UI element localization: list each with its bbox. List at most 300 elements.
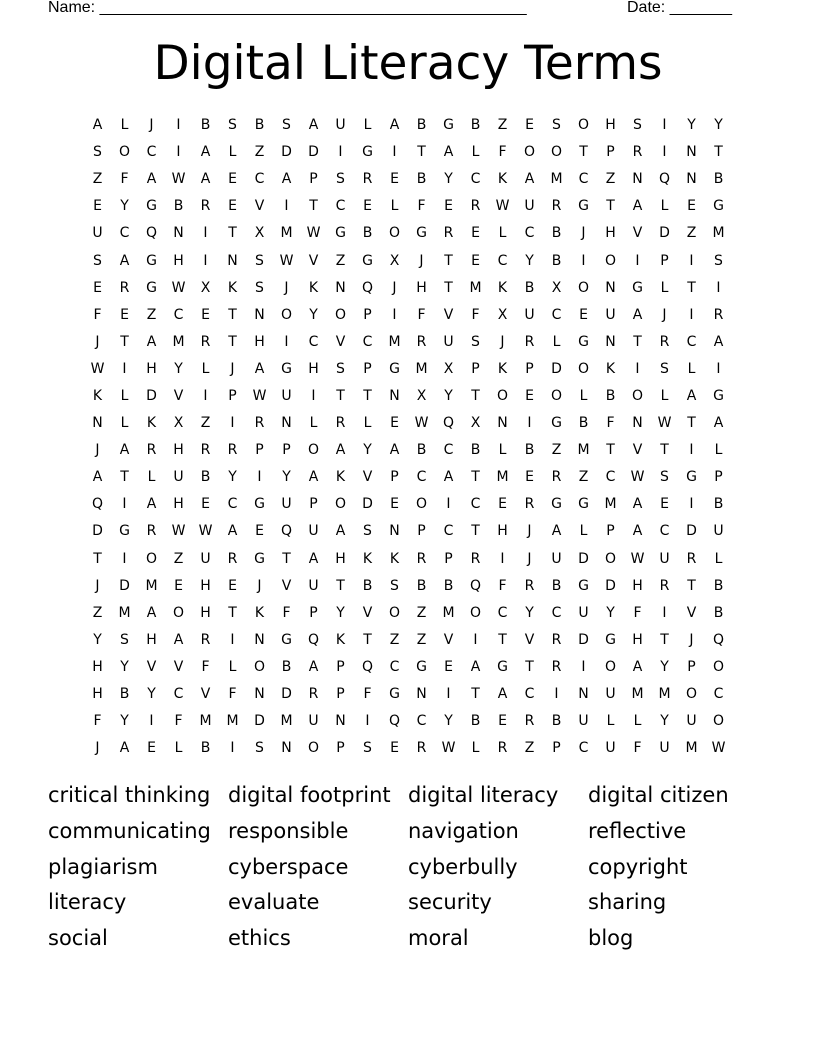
grid-letter: C [254,171,265,188]
grid-letter: T [417,144,426,161]
grid-letter: E [147,740,156,757]
grid-letter: W [198,523,213,540]
grid-letter: O [604,550,617,567]
grid-letter: A [524,171,535,188]
grid-letter: R [308,686,319,703]
grid-letter: C [443,442,454,459]
grid-letter: N [281,740,292,757]
grid-letter: D [605,577,616,594]
grid-letter: C [551,604,562,621]
grid-letter: T [336,387,345,404]
grid-letter: Y [120,658,129,675]
grid-row [84,464,732,491]
word-list-item: plagiarism [48,854,158,879]
grid-letter: I [446,496,451,513]
grid-letter: Z [200,415,211,432]
grid-letter: K [497,171,508,188]
grid-letter: Y [93,631,102,648]
grid-letter: Y [120,713,129,730]
grid-letter: H [497,523,508,540]
grid-letter: U [551,550,562,567]
grid-letter: C [389,658,400,675]
grid-letter: M [685,740,698,757]
letter-grid [84,112,732,762]
grid-letter: V [200,686,211,703]
grid-letter: L [714,442,723,459]
grid-letter: D [578,550,589,567]
word-list-item: cyberbully [408,854,518,879]
grid-letter: R [443,225,454,242]
grid-letter: T [606,442,615,459]
grid-row [84,112,732,139]
grid-letter: G [254,550,265,567]
grid-letter: I [176,144,181,161]
grid-letter: Q [712,631,725,648]
grid-letter: V [632,442,643,459]
grid-letter: E [687,198,696,215]
grid-letter: X [254,225,265,242]
word-list-item: security [408,890,492,915]
grid-letter: G [551,415,562,432]
grid-letter: A [632,658,643,675]
grid-letter: L [228,658,237,675]
grid-letter: U [92,225,103,242]
grid-letter: J [662,306,667,323]
grid-letter: H [173,496,184,513]
grid-letter: S [228,117,237,134]
grid-letter: L [606,713,615,730]
grid-letter: H [173,442,184,459]
grid-letter: E [363,198,372,215]
grid-letter: A [200,144,211,161]
grid-letter: R [362,171,373,188]
grid-letter: W [279,252,294,269]
grid-letter: F [93,306,102,323]
grid-letter: L [579,523,588,540]
grid-letter: C [659,523,670,540]
grid-letter: B [200,117,211,134]
grid-letter: Z [497,117,508,134]
grid-letter: O [388,604,401,621]
grid-letter: T [336,577,345,594]
grid-letter: B [416,577,427,594]
word-list-item: digital literacy [408,783,559,807]
grid-letter: J [95,442,100,459]
grid-letter: H [416,279,427,296]
grid-letter: T [579,144,588,161]
grid-letter: Z [686,225,697,242]
grid-letter: I [662,144,667,161]
grid-letter: T [525,658,534,675]
grid-letter: A [173,631,184,648]
grid-letter: A [632,523,643,540]
grid-letter: I [365,713,370,730]
word-list-item: evaluate [228,890,320,915]
grid-letter: U [308,577,319,594]
grid-letter: B [713,604,724,621]
grid-letter: V [146,658,157,675]
grid-letter: N [173,225,184,242]
grid-letter: N [605,333,616,350]
grid-letter: V [281,577,292,594]
grid-letter: S [633,117,642,134]
grid-letter: S [363,740,372,757]
grid-letter: E [93,279,102,296]
grid-row [84,627,732,654]
grid-letter: T [660,442,669,459]
grid-letter: B [551,225,562,242]
grid-letter: H [146,631,157,648]
grid-letter: N [497,415,508,432]
grid-letter: B [578,415,589,432]
grid-letter: S [255,279,264,296]
grid-letter: P [336,658,345,675]
grid-letter: H [92,686,103,703]
grid-letter: O [307,442,320,459]
word-list-item: digital citizen [588,783,729,807]
grid-letter: P [444,550,453,567]
grid-letter: G [497,658,508,675]
grid-letter: A [713,333,724,350]
grid-letter: T [228,225,237,242]
grid-letter: L [390,198,399,215]
grid-letter: E [525,469,534,486]
grid-letter: I [203,252,208,269]
grid-letter: A [632,198,643,215]
grid-letter: N [686,144,697,161]
grid-letter: E [660,496,669,513]
grid-letter: G [146,279,157,296]
grid-letter: A [200,171,211,188]
grid-letter: C [686,333,697,350]
grid-letter: Q [145,225,158,242]
grid-letter: T [363,631,372,648]
grid-letter: M [118,604,131,621]
grid-row [84,139,732,166]
grid-letter: P [714,469,723,486]
grid-letter: Z [578,469,589,486]
grid-letter: F [498,144,507,161]
grid-letter: O [307,740,320,757]
grid-letter: B [281,658,292,675]
grid-letter: Y [606,604,615,621]
grid-letter: A [632,306,643,323]
grid-letter: M [280,713,293,730]
grid-letter: L [498,225,507,242]
grid-letter: W [630,550,645,567]
word-list-item: copyright [588,854,688,879]
grid-letter: I [662,604,667,621]
grid-letter: J [95,740,100,757]
grid-letter: T [363,387,372,404]
grid-letter: R [659,577,670,594]
grid-letter: W [171,279,186,296]
grid-letter: N [335,279,346,296]
grid-letter: G [578,577,589,594]
grid-letter: P [228,387,237,404]
grid-letter: X [497,306,508,323]
grid-letter: J [284,279,289,296]
grid-letter: I [311,387,316,404]
grid-letter: N [389,387,400,404]
grid-letter: Q [361,658,374,675]
grid-letter: K [254,604,265,621]
word-list-item: moral [408,926,469,951]
grid-letter: T [93,550,102,567]
grid-letter: A [443,469,454,486]
grid-letter: I [554,686,559,703]
grid-letter: G [605,631,616,648]
grid-letter: I [284,333,289,350]
grid-letter: R [227,550,238,567]
grid-letter: C [524,225,535,242]
word-list-item: critical thinking [48,783,211,807]
grid-letter: I [176,117,181,134]
grid-letter: V [308,252,319,269]
grid-letter: E [525,387,534,404]
grid-letter: M [388,333,401,350]
grid-letter: N [281,415,292,432]
word-list-item: reflective [588,818,687,843]
grid-letter: R [524,713,535,730]
grid-letter: I [689,252,694,269]
grid-letter: N [335,713,346,730]
grid-letter: O [577,117,590,134]
grid-letter: P [336,686,345,703]
grid-letter: G [362,252,373,269]
grid-letter: R [524,496,535,513]
grid-letter: O [280,306,293,323]
word-list-item: sharing [588,890,667,915]
grid-letter: H [632,631,643,648]
grid-letter: B [119,686,130,703]
grid-letter: T [633,333,642,350]
grid-letter: I [230,415,235,432]
grid-letter: C [713,686,724,703]
grid-letter: I [581,658,586,675]
grid-letter: A [551,523,562,540]
grid-letter: F [417,306,426,323]
grid-letter: F [498,577,507,594]
grid-letter: L [228,144,237,161]
grid-letter: I [203,387,208,404]
grid-letter: M [604,496,617,513]
grid-letter: F [363,686,372,703]
grid-letter: P [282,442,291,459]
grid-letter: R [416,333,427,350]
grid-letter: N [632,415,643,432]
grid-letter: K [605,360,616,377]
grid-letter: W [630,469,645,486]
grid-letter: U [605,686,616,703]
grid-letter: T [120,333,129,350]
grid-letter: E [228,171,237,188]
grid-letter: T [282,550,291,567]
grid-letter: C [335,198,346,215]
grid-letter: B [524,442,535,459]
grid-letter: Z [335,252,346,269]
grid-letter: Y [120,198,129,215]
grid-letter: O [550,387,563,404]
grid-letter: R [551,658,562,675]
grid-letter: C [416,713,427,730]
grid-letter: F [282,604,291,621]
grid-letter: L [498,442,507,459]
grid-letter: R [254,415,265,432]
grid-row [84,275,732,302]
grid-letter: A [443,144,454,161]
grid-letter: B [416,442,427,459]
grid-letter: Y [147,686,156,703]
grid-letter: Y [525,252,534,269]
grid-letter: J [500,333,505,350]
grid-letter: L [579,387,588,404]
grid-letter: A [686,387,697,404]
grid-letter: U [308,713,319,730]
grid-letter: E [390,740,399,757]
grid-letter: A [335,442,346,459]
grid-letter: O [712,713,725,730]
grid-letter: G [254,496,265,513]
grid-letter: K [146,415,157,432]
grid-letter: L [363,117,372,134]
grid-letter: H [632,577,643,594]
grid-letter: B [713,496,724,513]
grid-letter: M [550,171,563,188]
grid-letter: X [416,387,427,404]
grid-letter: G [632,279,643,296]
grid-letter: F [174,713,183,730]
grid-letter: V [335,333,346,350]
grid-letter: M [415,360,428,377]
grid-letter: D [551,360,562,377]
grid-letter: U [524,306,535,323]
grid-letter: U [308,523,319,540]
grid-letter: I [500,550,505,567]
grid-letter: E [498,713,507,730]
grid-letter: T [687,577,696,594]
grid-letter: C [551,306,562,323]
grid-letter: S [390,577,399,594]
grid-letter: Z [524,740,535,757]
grid-letter: C [119,225,130,242]
grid-letter: C [443,523,454,540]
grid-letter: E [525,117,534,134]
grid-letter: C [227,496,238,513]
grid-letter: V [362,469,373,486]
grid-letter: J [527,523,532,540]
grid-row [84,708,732,735]
grid-letter: X [443,360,454,377]
grid-letter: Q [658,171,671,188]
grid-letter: G [416,225,427,242]
grid-letter: I [122,360,127,377]
grid-letter: G [362,144,373,161]
grid-letter: Y [687,117,696,134]
grid-letter: I [635,360,640,377]
grid-letter: D [281,144,292,161]
grid-letter: G [119,523,130,540]
grid-letter: K [335,469,346,486]
grid-letter: G [443,117,454,134]
grid-letter: W [90,360,105,377]
grid-letter: Z [92,171,103,188]
grid-letter: L [120,415,129,432]
grid-letter: D [92,523,103,540]
grid-letter: C [497,604,508,621]
grid-letter: B [470,713,481,730]
grid-letter: O [604,658,617,675]
grid-letter: Z [416,604,427,621]
grid-row [84,600,732,627]
grid-letter: A [335,523,346,540]
grid-letter: T [309,198,318,215]
grid-letter: D [254,713,265,730]
grid-letter: Y [309,306,318,323]
grid-letter: E [471,252,480,269]
grid-letter: X [200,279,211,296]
grid-letter: R [416,550,427,567]
grid-letter: F [120,171,129,188]
grid-letter: S [471,333,480,350]
grid-row [84,383,732,410]
grid-letter: D [146,387,157,404]
grid-letter: K [497,279,508,296]
grid-letter: V [686,604,697,621]
grid-letter: R [200,442,211,459]
grid-letter: I [230,631,235,648]
grid-letter: P [417,523,426,540]
grid-letter: L [201,360,210,377]
grid-letter: C [605,469,616,486]
grid-letter: A [119,740,130,757]
grid-letter: A [146,333,157,350]
grid-letter: I [257,469,262,486]
name-field-label: Name: ________________________________________________ [48,0,527,16]
grid-letter: B [470,442,481,459]
grid-letter: P [255,442,264,459]
grid-letter: O [577,279,590,296]
grid-letter: N [416,686,427,703]
grid-letter: H [605,225,616,242]
grid-letter: C [524,686,535,703]
grid-letter: E [120,306,129,323]
grid-letter: R [200,198,211,215]
grid-letter: O [172,604,185,621]
grid-letter: A [308,658,319,675]
grid-letter: C [497,252,508,269]
grid-letter: C [578,171,589,188]
grid-letter: J [392,279,397,296]
grid-letter: A [92,117,103,134]
word-list-item: responsible [228,818,349,843]
grid-letter: L [147,469,156,486]
grid-letter: X [470,415,481,432]
grid-letter: O [334,306,347,323]
grid-letter: U [605,306,616,323]
grid-letter: B [362,225,373,242]
grid-letter: L [552,333,561,350]
grid-letter: R [146,442,157,459]
grid-letter: V [443,631,454,648]
grid-letter: R [659,333,670,350]
grid-letter: Q [361,279,374,296]
grid-letter: G [578,496,589,513]
grid-letter: T [714,144,723,161]
grid-letter: U [281,496,292,513]
grid-letter: T [687,415,696,432]
grid-row [84,220,732,247]
